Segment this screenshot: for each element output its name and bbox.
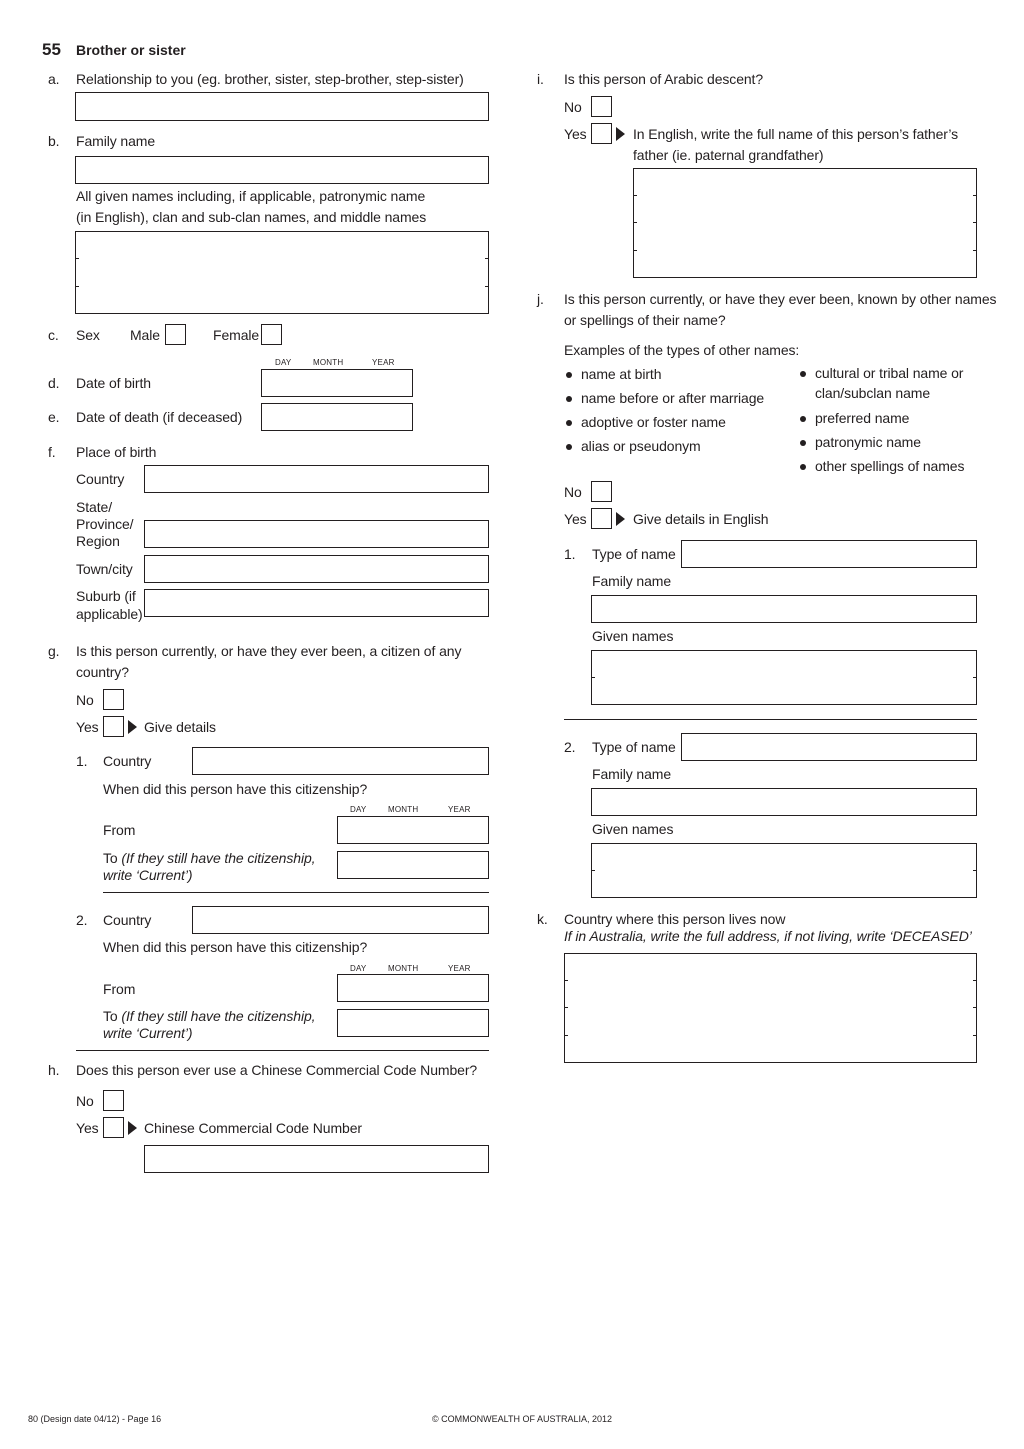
arrow-right-icon (616, 512, 625, 526)
dob-label: Date of birth (76, 375, 151, 391)
day-head: DAY (275, 358, 292, 367)
line-tick (564, 980, 568, 981)
cccn-detail-label: Chinese Commercial Code Number (144, 1120, 362, 1136)
month-head: MONTH (388, 805, 419, 814)
cccn-no-label: No (76, 1093, 94, 1109)
othername-2-number: 2. (564, 739, 576, 755)
birth-suburb-input[interactable] (144, 589, 489, 617)
othername-1-given-input[interactable] (591, 650, 977, 705)
birth-town-label: Town/city (76, 561, 133, 577)
citizen-no-label: No (76, 692, 94, 708)
arrow-right-icon (128, 1121, 137, 1135)
q-h-label: Does this person ever use a Chinese Commercial Code Number? (76, 1062, 478, 1078)
example-item: patronymic name (815, 434, 921, 450)
arabic-yes-label: Yes (564, 126, 587, 142)
othername-2-type-input[interactable] (681, 733, 977, 761)
dod-input[interactable] (261, 403, 413, 431)
section-number: 55 (42, 40, 61, 59)
example-item: preferred name (815, 410, 910, 426)
othernames-yes-checkbox[interactable] (591, 508, 612, 529)
divider (564, 719, 977, 720)
given-names-label-1: All given names including, if applicable, patronymic name (76, 188, 426, 204)
citizenship-2-when: When did this person have this citizenship? (103, 939, 368, 955)
day-head: DAY (350, 964, 367, 973)
footer-center: © COMMONWEALTH OF AUSTRALIA, 2012 (432, 1414, 612, 1424)
q-k-line2: If in Australia, write the full address, if not living, write ‘DECEASED’ (564, 928, 972, 944)
line-tick (973, 870, 977, 871)
line-tick (973, 980, 977, 981)
othername-1-family-input[interactable] (591, 595, 977, 623)
birth-state-input[interactable] (144, 520, 489, 548)
bullet (566, 444, 572, 450)
line-tick (75, 258, 79, 259)
othernames-no-checkbox[interactable] (591, 481, 612, 502)
line-tick (591, 677, 595, 678)
relationship-input[interactable] (75, 92, 489, 121)
line-tick (973, 250, 977, 251)
line-tick (564, 1007, 568, 1008)
line-tick (564, 1035, 568, 1036)
example-item: name before or after marriage (581, 390, 765, 406)
othername-1-type-label: Type of name (592, 546, 676, 562)
arabic-detail-2: father (ie. paternal grandfather) (633, 147, 824, 163)
citizenship-1-to-note-2: write ‘Current’) (103, 867, 193, 883)
month-head: MONTH (313, 358, 344, 367)
citizenship-2-country-label: Country (103, 912, 152, 928)
example-item: other spellings of names (815, 458, 965, 474)
to-note: (If they still have the citizenship, (121, 1008, 316, 1024)
arrow-right-icon (616, 127, 625, 141)
example-item: cultural or tribal name or (815, 365, 964, 381)
given-names-input[interactable] (75, 231, 489, 314)
line-tick (973, 677, 977, 678)
citizenship-2-to-label (103, 1008, 315, 1025)
birth-country-input[interactable] (144, 465, 489, 493)
othername-1-number: 1. (564, 546, 576, 562)
othernames-yes-label: Yes (564, 511, 587, 527)
line-tick (973, 222, 977, 223)
line-tick (633, 222, 637, 223)
month-head: MONTH (388, 964, 419, 973)
to-note: (If they still have the citizenship, (121, 850, 316, 866)
citizenship-1-to-input[interactable] (337, 851, 489, 879)
q-h-letter: h. (48, 1062, 60, 1078)
female-checkbox[interactable] (261, 324, 282, 345)
line-tick (973, 1007, 977, 1008)
citizenship-1-from-label: From (103, 822, 136, 838)
year-head: YEAR (448, 805, 471, 814)
year-head: YEAR (372, 358, 395, 367)
cccn-yes-checkbox[interactable] (103, 1117, 124, 1138)
divider (76, 1050, 489, 1051)
line-tick (75, 286, 79, 287)
line-tick (633, 195, 637, 196)
citizenship-1-from-input[interactable] (337, 816, 489, 844)
birth-suburb-label-1: Suburb (if (76, 588, 136, 604)
bullet (566, 420, 572, 426)
q-j-line1: Is this person currently, or have they ever been, known by other names (564, 291, 997, 307)
arabic-yes-checkbox[interactable] (591, 123, 612, 144)
othernames-no-label: No (564, 484, 582, 500)
arabic-no-checkbox[interactable] (591, 96, 612, 117)
othername-1-type-input[interactable] (681, 540, 977, 568)
othername-2-given-label: Given names (592, 821, 674, 837)
citizenship-1-number: 1. (76, 753, 88, 769)
line-tick (485, 258, 489, 259)
arabic-no-label: No (564, 99, 582, 115)
birth-town-input[interactable] (144, 555, 489, 583)
othername-2-type-label: Type of name (592, 739, 676, 755)
q-a-letter: a. (48, 71, 60, 87)
othernames-give-details: Give details in English (633, 511, 769, 527)
citizenship-2-to-input[interactable] (337, 1009, 489, 1037)
q-a-label: Relationship to you (eg. brother, sister, step-brother, step-sister) (76, 71, 464, 87)
q-g-line2: country? (76, 664, 129, 680)
q-c-letter: c. (48, 327, 59, 343)
citizen-no-checkbox[interactable] (103, 689, 124, 710)
bullet (566, 396, 572, 402)
dob-input[interactable] (261, 369, 413, 397)
citizen-give-details: Give details (144, 719, 216, 735)
arabic-detail-1: In English, write the full name of this person’s father’s (633, 126, 959, 142)
q-j-letter: j. (537, 291, 544, 307)
q-e-letter: e. (48, 409, 60, 425)
arrow-right-icon (128, 720, 137, 734)
example-item: adoptive or foster name (581, 414, 726, 430)
male-label: Male (130, 327, 160, 343)
dod-label: Date of death (if deceased) (76, 409, 243, 425)
to-word: To (103, 850, 118, 866)
examples-heading: Examples of the types of other names: (564, 342, 800, 358)
birth-suburb-label-2: applicable) (76, 606, 143, 622)
line-tick (485, 286, 489, 287)
line-tick (591, 870, 595, 871)
citizenship-1-to-label (103, 850, 315, 867)
q-i-label: Is this person of Arabic descent? (564, 71, 764, 87)
divider (103, 892, 489, 893)
bullet (800, 440, 806, 446)
given-names-label-2: (in English), clan and sub-clan names, and middle names (76, 209, 427, 225)
othername-2-family-input[interactable] (591, 788, 977, 816)
bullet (800, 464, 806, 470)
day-head: DAY (350, 805, 367, 814)
citizenship-1-country-input[interactable] (192, 747, 489, 775)
sex-label: Sex (76, 327, 100, 343)
citizen-yes-checkbox[interactable] (103, 716, 124, 737)
birth-country-label: Country (76, 471, 125, 487)
male-checkbox[interactable] (165, 324, 186, 345)
grandfather-name-input[interactable] (633, 168, 977, 278)
bullet (800, 416, 806, 422)
othername-2-given-input[interactable] (591, 843, 977, 898)
q-j-line2: or spellings of their name? (564, 312, 726, 328)
current-address-input[interactable] (564, 953, 977, 1063)
cccn-input[interactable] (144, 1145, 489, 1173)
q-g-line1: Is this person currently, or have they ever been, a citizen of any (76, 643, 462, 659)
female-label: Female (213, 327, 260, 343)
q-g-letter: g. (48, 643, 60, 659)
birth-state-label-1: State/ (76, 499, 112, 515)
line-tick (973, 1035, 977, 1036)
cccn-yes-label: Yes (76, 1120, 99, 1136)
section-title: Brother or sister (76, 42, 186, 58)
q-b-label: Family name (76, 133, 156, 149)
citizenship-1-when: When did this person have this citizenship? (103, 781, 368, 797)
citizenship-2-country-input[interactable] (192, 906, 489, 934)
citizenship-2-from-label: From (103, 981, 136, 997)
example-item: name at birth (581, 366, 662, 382)
footer-left: 80 (Design date 04/12) - Page 16 (28, 1414, 162, 1424)
q-k-line1: Country where this person lives now (564, 911, 786, 927)
line-tick (633, 250, 637, 251)
birth-state-label-2: Province/ (76, 516, 134, 532)
citizenship-1-country-label: Country (103, 753, 152, 769)
cccn-no-checkbox[interactable] (103, 1090, 124, 1111)
q-b-letter: b. (48, 133, 60, 149)
q-d-letter: d. (48, 375, 60, 391)
citizenship-2-from-input[interactable] (337, 974, 489, 1002)
year-head: YEAR (448, 964, 471, 973)
birth-state-label-3: Region (76, 533, 120, 549)
q-k-letter: k. (537, 911, 548, 927)
line-tick (973, 195, 977, 196)
example-item: alias or pseudonym (581, 438, 701, 454)
example-item-cont: clan/subclan name (815, 385, 931, 401)
othername-1-given-label: Given names (592, 628, 674, 644)
othername-1-family-label: Family name (592, 573, 672, 589)
bullet (800, 371, 806, 377)
family-name-input[interactable] (75, 156, 489, 184)
q-f-letter: f. (48, 444, 56, 460)
q-i-letter: i. (537, 71, 544, 87)
citizen-yes-label: Yes (76, 719, 99, 735)
place-of-birth-label: Place of birth (76, 444, 157, 460)
bullet (566, 372, 572, 378)
to-word: To (103, 1008, 118, 1024)
citizenship-2-to-note-2: write ‘Current’) (103, 1025, 193, 1041)
citizenship-2-number: 2. (76, 912, 88, 928)
othername-2-family-label: Family name (592, 766, 672, 782)
